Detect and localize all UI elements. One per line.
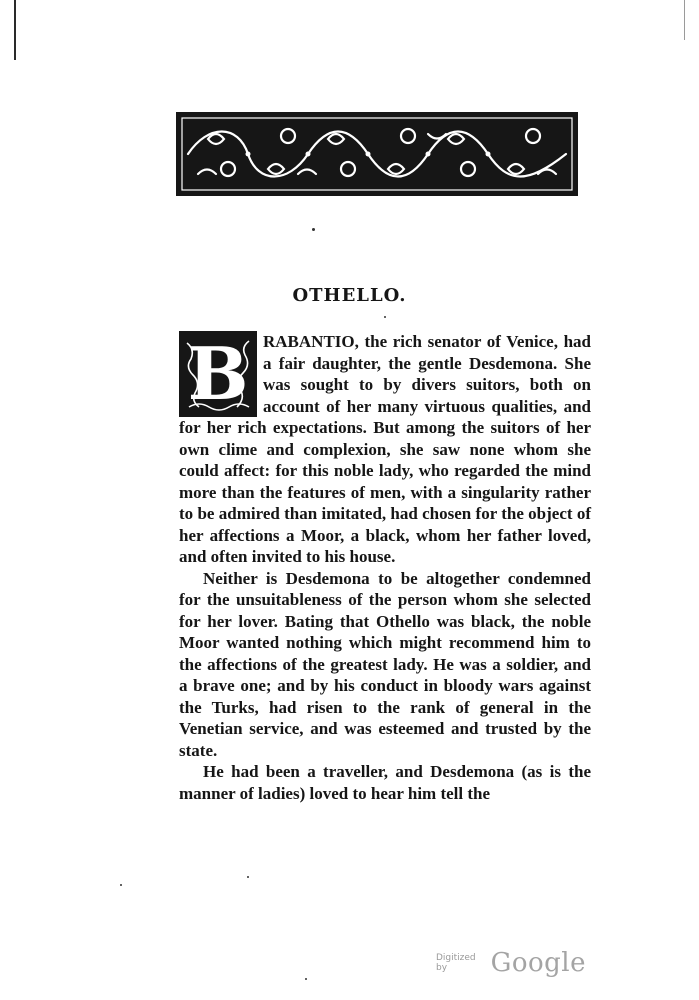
decorative-headpiece bbox=[176, 112, 578, 196]
ink-speck bbox=[312, 228, 315, 231]
paragraph-2: Neither is Desdemona to be altogether condemned for the unsuitableness of the person whom she selected for her lover. Bating that Othello was black, the noble Moor wanted nothing which might recommend him to the affections of the greatest lady. He was a soldier, and a brave one; and by his conduct in bloody wars against the Turks, had risen to the rank of general in the Venetian service, and was esteemed and trusted by the state. bbox=[179, 568, 591, 760]
ink-speck bbox=[247, 876, 249, 878]
scan-edge-left bbox=[14, 0, 16, 60]
ink-speck bbox=[120, 884, 122, 886]
dropcap-letter: B bbox=[187, 331, 249, 416]
story-text bbox=[179, 331, 591, 804]
digitized-by-google-watermark bbox=[436, 948, 586, 978]
paragraph-1 bbox=[179, 331, 591, 568]
watermark-brand: Google bbox=[490, 948, 586, 978]
scan-edge-right bbox=[684, 0, 685, 40]
watermark-prefix: Digitized by bbox=[436, 953, 476, 973]
floral-ornament-icon bbox=[178, 114, 576, 194]
dropcap bbox=[179, 331, 257, 417]
ink-speck bbox=[305, 978, 307, 980]
paragraph-1-text: RABANTIO, the rich senator of Venice, had a fair daughter, the gentle Desdemona. She was sought to by divers suitors, both on account of her many virtuous qualities, and for her rich expectations. But among the suitors of her own clime and complexion, she saw none whom she could affect: for this noble lady, who regarded the mind more than the features of men, with a singularity rather to be admired than imitated, had chosen for the object of her affections a Moor, a black, whom her father loved, and often invited to his house. bbox=[179, 332, 591, 566]
chapter-title: OTHELLO. bbox=[292, 285, 407, 306]
paragraph-3: He had been a traveller, and Desdemona (as is the manner of ladies) loved to hear him tell the bbox=[179, 762, 591, 803]
ink-speck bbox=[384, 316, 386, 318]
